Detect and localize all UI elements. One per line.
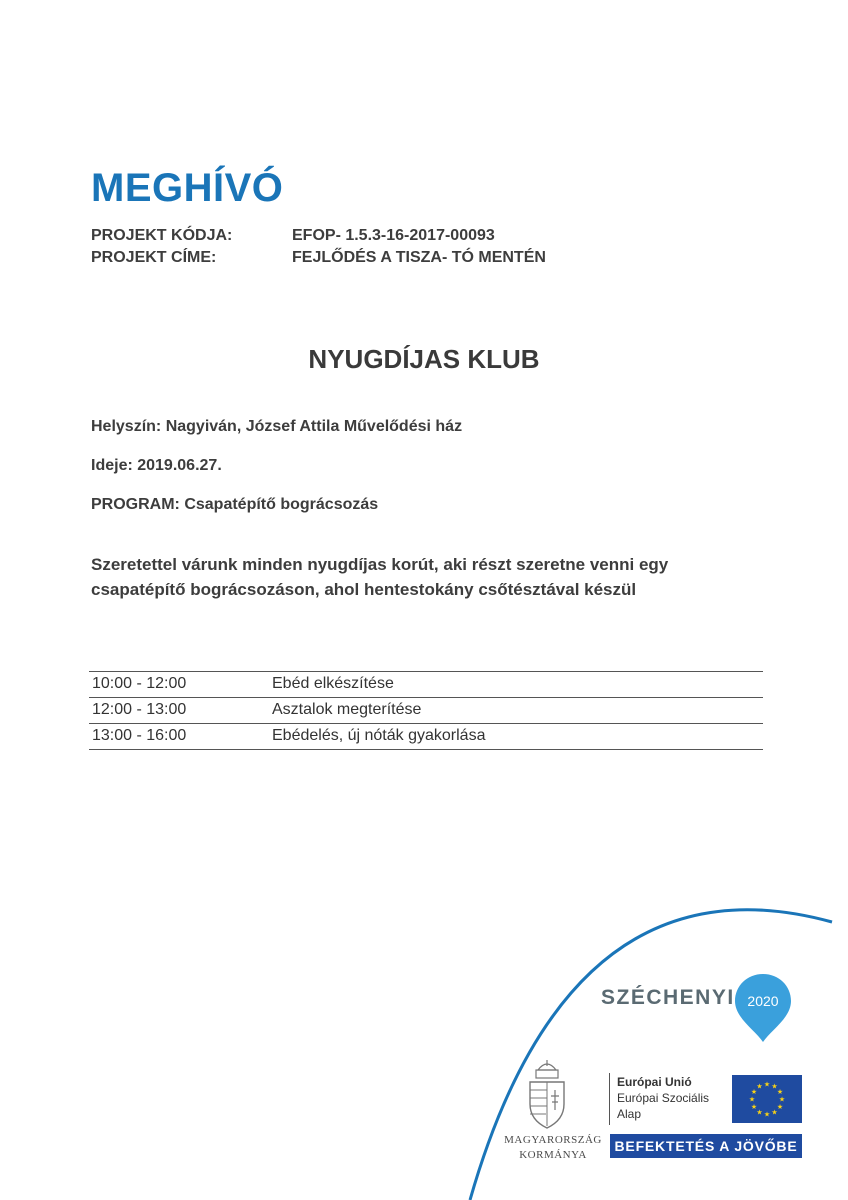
eu-line: Európai Unió xyxy=(617,1075,692,1089)
szechenyi-logo-text: SZÉCHENYI xyxy=(601,986,735,1009)
event-date: Ideje: 2019.06.27. xyxy=(91,457,222,474)
eu-flag-icon xyxy=(732,1075,802,1123)
divider xyxy=(609,1073,610,1125)
eu-star: ★ xyxy=(771,1109,778,1117)
coat-of-arms-icon xyxy=(524,1060,570,1130)
event-program: PROGRAM: Csapatépítő bográcsozás xyxy=(91,496,379,513)
slogan-banner: BEFEKTETÉS A JÖVŐBE xyxy=(610,1134,802,1158)
schedule-time: 10:00 - 12:00 xyxy=(92,675,187,692)
schedule-activity: Asztalok megterítése xyxy=(272,701,422,718)
intro-line: Szeretettel várunk minden nyugdíjas korút, aki részt szeretne venni egy xyxy=(91,555,669,574)
eu-star: ★ xyxy=(756,1083,763,1091)
page-title: MEGHÍVÓ xyxy=(91,166,284,210)
event-location: Helyszín: Nagyiván, József Attila Művelődési ház xyxy=(91,418,463,435)
eu-star: ★ xyxy=(776,1104,784,1111)
project-code-label: PROJEKT KÓDJA: xyxy=(91,227,233,244)
eu-star: ★ xyxy=(763,1081,771,1089)
szechenyi-pin-icon xyxy=(733,972,793,1044)
event-name: NYUGDÍJAS KLUB xyxy=(308,344,540,374)
eu-star: ★ xyxy=(756,1109,763,1117)
eu-star: ★ xyxy=(763,1111,771,1119)
eu-star: ★ xyxy=(776,1089,784,1096)
eu-line: Alap xyxy=(617,1107,642,1121)
gov-line: MAGYARORSZÁG xyxy=(504,1134,602,1146)
schedule-time: 13:00 - 16:00 xyxy=(92,727,187,744)
schedule-time: 12:00 - 13:00 xyxy=(92,701,187,718)
eu-star: ★ xyxy=(750,1104,758,1111)
eu-star: ★ xyxy=(748,1096,756,1104)
szechenyi-year: 2020 xyxy=(747,993,779,1009)
project-title-label: PROJEKT CÍME: xyxy=(91,249,217,266)
schedule-activity: Ebéd elkészítése xyxy=(272,675,394,692)
eu-line: Európai Szociális xyxy=(617,1091,710,1105)
project-title-value: FEJLŐDÉS A TISZA- TÓ MENTÉN xyxy=(292,249,546,266)
project-code-value: EFOP- 1.5.3-16-2017-00093 xyxy=(292,227,495,244)
eu-star: ★ xyxy=(771,1083,778,1091)
gov-line: KORMÁNYA xyxy=(519,1149,587,1161)
intro-line: csapatépítő bográcsozáson, ahol hentestokány csőtésztával készül xyxy=(91,580,637,599)
eu-star: ★ xyxy=(778,1096,786,1104)
eu-fund-text xyxy=(617,1074,709,1122)
schedule-activity: Ebédelés, új nóták gyakorlása xyxy=(272,727,486,744)
eu-stars-icon xyxy=(732,1075,802,1123)
government-logo-text xyxy=(497,1133,609,1163)
eu-star: ★ xyxy=(750,1089,758,1096)
